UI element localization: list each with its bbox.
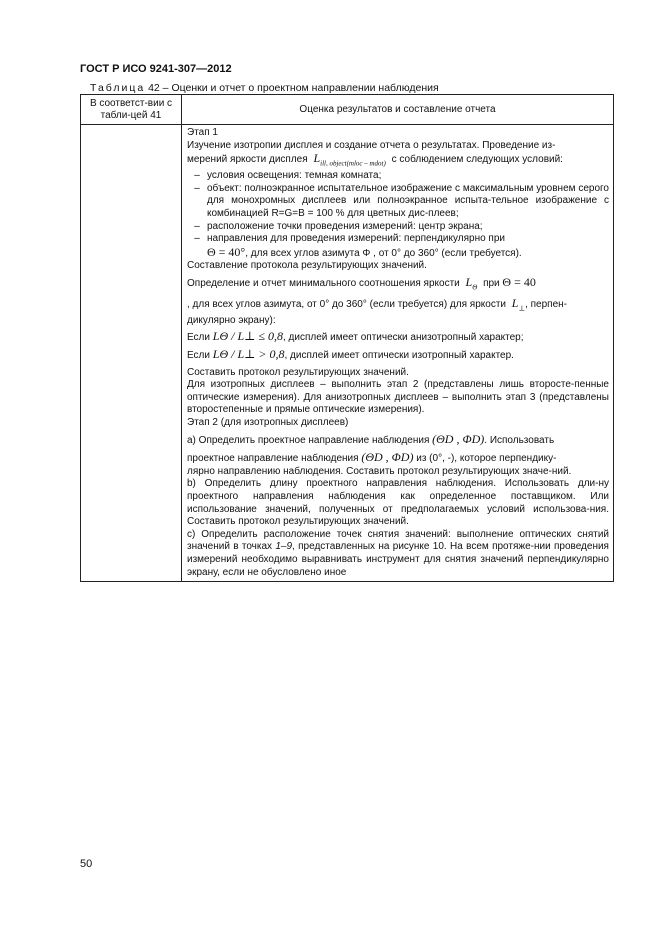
stage1-intro-line1: Изучение изотропии дисплея и создание отчета о результатах. Проведение из-	[187, 139, 556, 151]
stage1-title: Этап 1	[187, 127, 218, 138]
table-body-row	[81, 125, 614, 582]
item-b: b) Определить длину проектного направления наблюдения. Использовать дли-ну проектного направления наблюдения как определенное поставщиком. Или использование значений, полученных от предполагаемых условий использова-ния. Составить протокол результирующих значений.	[187, 478, 609, 528]
column-header-evaluation: Оценка результатов и составление отчета	[182, 95, 614, 125]
table-header-row	[81, 95, 614, 125]
column-header-reference: В соответст-вии с табли-цей 41	[81, 95, 182, 125]
ratio-line-1: Определение и отчет минимального соотношения яркости $L_\Theta$ при Θ = 40	[187, 274, 536, 292]
ratio-line-2: , для всех углов азимута, от 0° до 360° (если требуется) для яркости $L_\perp$, перпен-	[187, 295, 567, 313]
condition-item-directions: – направления для проведения измерений: перпендикулярно при	[194, 233, 505, 245]
caption-rest: 42 – Оценки и отчет о проектном направлении наблюдения	[145, 82, 439, 94]
item-a-line2: проектное направление наблюдения (ΘD , ΦD) из (0°, -), которое перпендику-	[187, 450, 557, 465]
split-instructions: Для изотропных дисплеев – выполнить этап 2 (представлены лишь второсте-пенные оптические измерения). Для анизотропных дисплеев – выполнить этап 3 (представлены второстепенные и прямые оптические измерения).	[187, 379, 609, 416]
caption-word: Таблица	[90, 82, 146, 94]
stage1-intro-line2: мерений яркости дисплея $L_{ill, object(mloc - mdot)}$ с соблюдением следующих условий:	[187, 151, 563, 168]
ratio-line-3: дикулярно экрану):	[187, 314, 276, 326]
condition-item: – объект: полноэкранное испытательное изображение с максимальным уровнем серого для монохромных дисплеев или полноэкранное испыта-тельное изображение с комбинацией R=G=B = 100 % для цветных дис-плеев;	[194, 182, 609, 219]
evaluation-cell	[182, 125, 614, 582]
luminance-symbol: $L_{ill, object(mloc - mdot)}$	[310, 151, 386, 168]
condition-isotropic: Если LΘ / L⊥ > 0,8, дисплей имеет оптически изотропный характер.	[187, 347, 514, 362]
table-caption	[90, 82, 439, 94]
standard-code: ГОСТ Р ИСО 9241-307—2012	[80, 63, 232, 75]
condition-item: – расположение точки проведения измерений: центр экрана;	[194, 220, 483, 232]
condition-item: – условия освещения: темная комната;	[194, 170, 382, 182]
evaluation-table	[80, 94, 614, 582]
item-a-line3: лярно направлению наблюдения. Составить протокол результирующих значе-ний.	[187, 465, 572, 477]
item-a-line1: а) Определить проектное направление наблюдения (ΘD , ΦD). Использовать	[187, 431, 555, 446]
item-c: с) Определить расположение точек снятия значений: выполнение оптических снятий значений в точках 1–9, представленных на рисунке 10. На всем протяже-нии проведения измерений необходимо выравнивать инструмент для снятия значений перпендикулярно экрану, если не обусловлено иное	[187, 528, 609, 578]
reference-cell	[81, 125, 182, 582]
condition-anisotropic: Если LΘ / L⊥ ≤ 0,8, дисплей имеет оптически анизотропный характер;	[187, 329, 524, 344]
directions-continuation: Θ = 40°, для всех углов азимута Φ , от 0° до 360° (если требуется).	[207, 244, 522, 259]
protocol-line-2: Составить протокол результирующих значений.	[187, 366, 409, 378]
protocol-line-1: Составление протокола результирующих значений.	[187, 260, 427, 272]
page-number: 50	[80, 858, 93, 870]
stage2-title: Этап 2 (для изотропных дисплеев)	[187, 417, 349, 429]
